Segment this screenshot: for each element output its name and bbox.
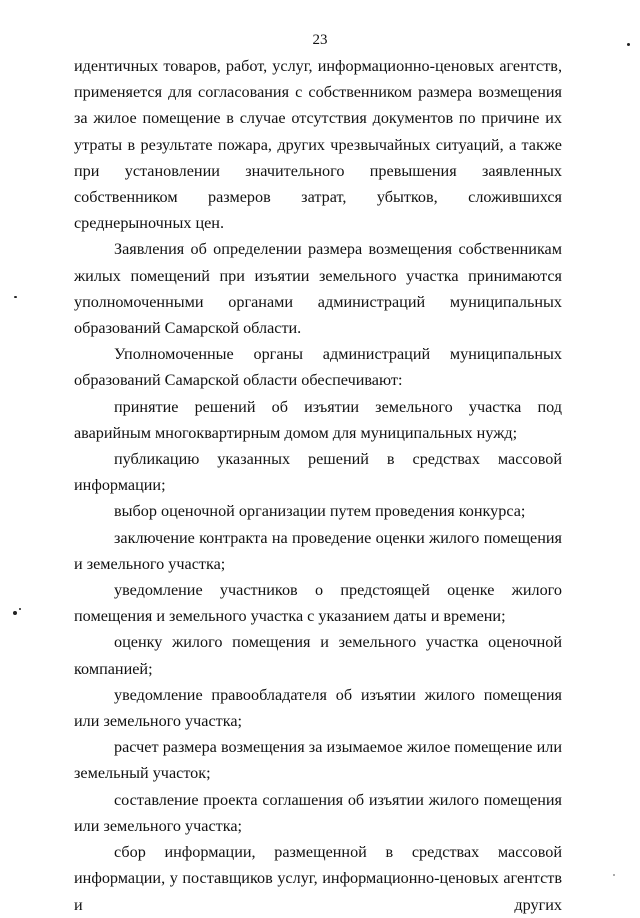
- paragraph-1: идентичных товаров, работ, услуг, информационно-ценовых агентств, применяется для согласования с собственником размера возмещения за жилое помещение в случае отсутствия документов по причине их утраты в результате пожара, других чрезвычайных ситуаций, а также при установлении значительного превышения заявленных собственником размеров затрат, убытков, сложившихся среднерыночных цен.: [74, 57, 562, 233]
- scan-speck: [627, 43, 630, 46]
- list-item-9: составление проекта соглашения об изъятии жилого помещения или земельного участка;: [74, 790, 562, 835]
- paragraph-2: Заявления об определении размера возмещения собственникам жилых помещений при изъятии земельного участка принимаются уполномоченными органами администраций муниципальных образований Самарской области.: [74, 240, 562, 338]
- list-item-4: заключение контракта на проведение оценки жилого помещения и земельного участка;: [74, 528, 562, 573]
- document-body: [74, 53, 562, 918]
- list-item-5: уведомление участников о предстоящей оценке жилого помещения и земельного участка с указанием даты и времени;: [74, 581, 562, 626]
- list-item-2: публикацию указанных решений в средствах массовой информации;: [74, 450, 562, 495]
- scan-speck: [613, 874, 615, 876]
- list-item-8: расчет размера возмещения за изымаемое жилое помещение или земельный участок;: [74, 738, 562, 783]
- paragraph-3: Уполномоченные органы администраций муниципальных образований Самарской области обеспечивают:: [74, 345, 562, 390]
- list-item-7: уведомление правообладателя об изъятии жилого помещения или земельного участка;: [74, 685, 562, 731]
- list-item-3: выбор оценочной организации путем проведения конкурса;: [114, 502, 526, 521]
- scan-speck: [13, 611, 17, 615]
- list-item-10: сбор информации, размещенной в средствах массовой информации, у поставщиков услуг, информационно-ценовых агентств и других: [74, 843, 562, 914]
- scan-speck: [19, 608, 21, 610]
- list-item-1: принятие решений об изъятии земельного участка под аварийным многоквартирным домом для муниципальных нужд;: [74, 397, 562, 442]
- list-item-6: оценку жилого помещения и земельного участка оценочной компанией;: [74, 633, 562, 678]
- scan-speck: [14, 296, 17, 298]
- page-number: 23: [312, 32, 328, 48]
